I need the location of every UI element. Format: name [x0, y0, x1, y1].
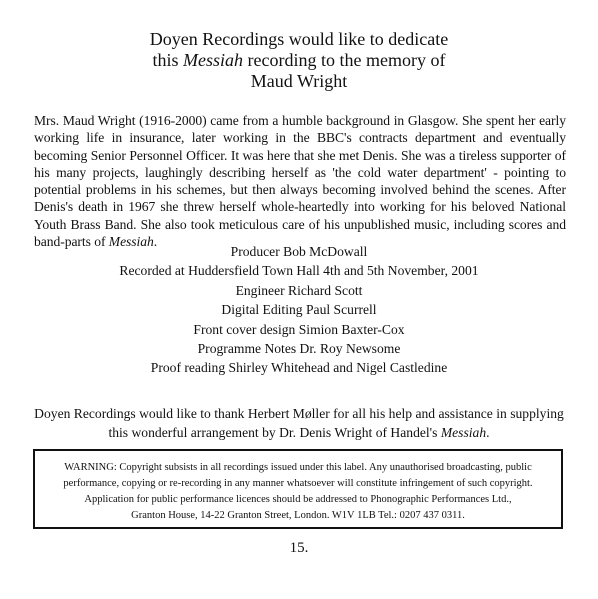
credit-producer: Producer Bob McDowall — [230, 244, 368, 259]
dedication-line-3: Maud Wright — [250, 71, 348, 91]
thanks-messiah-title: Messiah — [440, 425, 487, 440]
biography-paragraph — [34, 112, 566, 250]
dedication-line-1: Doyen Recordings would like to dedicate — [149, 29, 449, 49]
warning-line-1: WARNING: Copyright subsists in all recordings issued under this label. Any unauthorised broadcasting, public — [64, 462, 532, 473]
thanks-line-2-post: . — [486, 425, 490, 440]
credit-cover-design: Front cover design Simion Baxter-Cox — [193, 321, 405, 337]
dedication-messiah-title: Messiah — [183, 50, 244, 70]
credit-programme-notes: Programme Notes Dr. Roy Newsome — [197, 341, 401, 357]
biography-end-punctuation: . — [153, 234, 158, 250]
thanks-line-2 — [0, 423, 598, 442]
credits-list — [0, 242, 598, 378]
credit-engineer: Engineer Richard Scott — [235, 282, 363, 298]
warning-line-2: performance, copying or re-recording in any manner whatsoever will constitute infringement of such copyright. — [63, 478, 533, 489]
dedication-line-2-pre: this — [152, 50, 184, 70]
dedication-heading — [0, 29, 598, 92]
credit-proof-reading: Proof reading Shirley Whitehead and Nigel Castledine — [150, 360, 448, 376]
dedication-line-2-post: recording to the memory of — [243, 50, 446, 70]
warning-line-3: Application for public performance licences should be addressed to Phonographic Performances Ltd., — [84, 494, 512, 505]
copyright-warning-box — [33, 449, 563, 529]
dedication-line-2 — [0, 50, 598, 71]
thanks-paragraph — [0, 404, 598, 442]
thanks-line-2-pre: this wonderful arrangement by Dr. Denis Wright of Handel's — [108, 425, 441, 440]
biography-text: Mrs. Maud Wright (1916-2000) came from a humble background in Glasgow. She spent her early working life in insurance, later working in the BBC's contracts department and eventually becoming Senior Personnel Officer. It was here that she met Denis. She was a tireless supporter of his many projects, laughingly describing herself as 'the cold water department' - pointing to potential problems in his schemes, but then always becoming involved behind the scenes. After Denis's death in 1967 she threw herself whole-heartedly into working for his beloved National Youth Brass Band. She also took meticulous care of his unpublished music, including scores and band-parts of — [34, 113, 566, 250]
warning-line-4: Granton House, 14-22 Granton Street, London. W1V 1LB Tel.: 0207 437 0311. — [131, 510, 465, 521]
credit-digital-editing: Digital Editing Paul Scurrell — [221, 302, 377, 318]
thanks-line-1: Doyen Recordings would like to thank Herbert Møller for all his help and assistance in supplying — [34, 406, 564, 421]
credit-recorded: Recorded at Huddersfield Town Hall 4th and 5th November, 2001 — [119, 263, 479, 279]
biography-messiah-title: Messiah — [108, 234, 154, 250]
page-number: 15. — [289, 540, 309, 556]
